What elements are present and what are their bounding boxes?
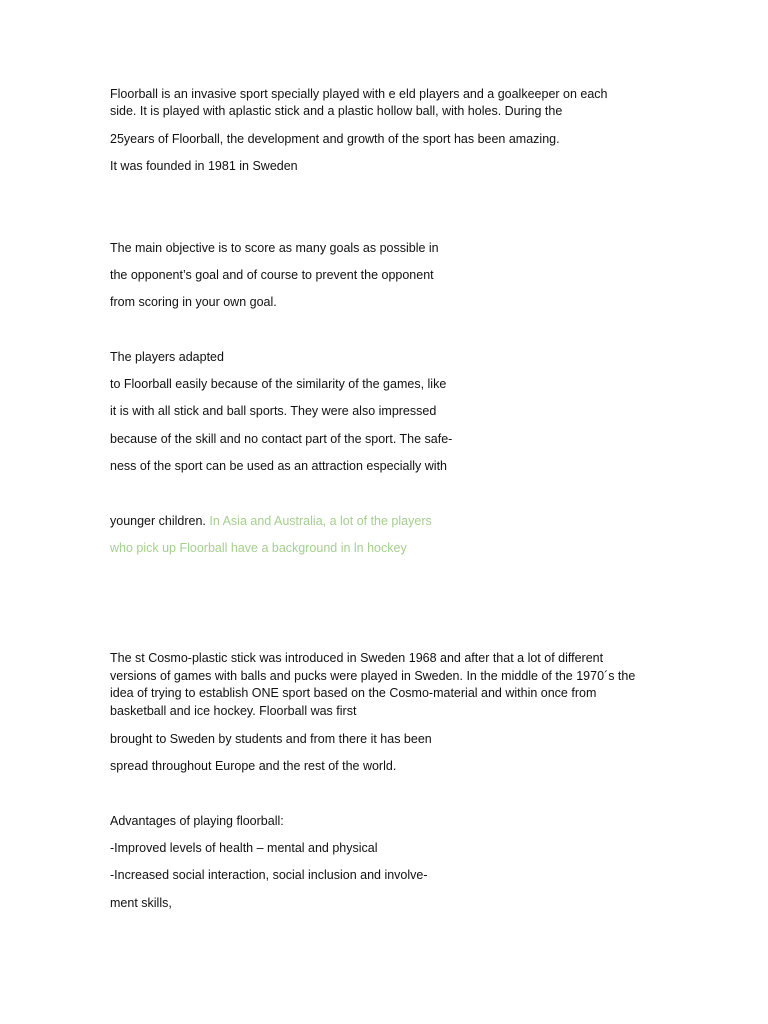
- paragraph-4-line-1: [110, 513, 670, 530]
- paragraph-2-line-3: from scoring in your own goal.: [110, 295, 277, 309]
- younger-children-text: younger children.: [110, 514, 210, 528]
- paragraph-3-line-4: because of the skill and no contact part of the sport. The safe-: [110, 432, 453, 446]
- advantages-heading: Advantages of playing floorball:: [110, 814, 284, 828]
- advantage-item-2-continued: ment skills,: [110, 896, 172, 910]
- paragraph-1-line-1: Floorball is an invasive sport specially played with e eld players and a goalkeeper on each: [110, 87, 608, 101]
- paragraph-5-line-2: versions of games with balls and pucks were played in Sweden. In the middle of the 1970´s the: [110, 669, 636, 683]
- advantage-item-2: -Increased social interaction, social inclusion and involve-: [110, 868, 428, 882]
- paragraph-1-line-4: It was founded in 1981 in Sweden: [110, 159, 298, 173]
- paragraph-3-line-3: it is with all stick and ball sports. They were also impressed: [110, 404, 437, 418]
- paragraph-5-line-5: brought to Sweden by students and from there it has been: [110, 732, 432, 746]
- paragraph-5-line-1: The st Cosmo-plastic stick was introduced in Sweden 1968 and after that a lot of different: [110, 651, 604, 665]
- advantage-item-1: -Improved levels of health – mental and physical: [110, 841, 378, 855]
- paragraph-5-line-3: idea of trying to establish ONE sport based on the Cosmo-material and within once from: [110, 686, 597, 700]
- green-highlight-text-1: In Asia and Australia, a lot of the players: [209, 514, 432, 528]
- paragraph-5-line-6: spread throughout Europe and the rest of the world.: [110, 759, 397, 773]
- paragraph-3-line-1: The players adapted: [110, 350, 224, 364]
- paragraph-5-line-4: basketball and ice hockey. Floorball was first: [110, 704, 357, 718]
- paragraph-1-line-2: side. It is played with aplastic stick and a plastic hollow ball, with holes. During the: [110, 104, 563, 118]
- paragraph-3-line-2: to Floorball easily because of the similarity of the games, like: [110, 377, 447, 391]
- paragraph-1-line-3: 25years of Floorball, the development and growth of the sport has been amazing.: [110, 132, 560, 146]
- paragraph-2-line-1: The main objective is to score as many goals as possible in: [110, 241, 439, 255]
- paragraph-3-line-5: ness of the sport can be used as an attraction especially with: [110, 459, 447, 473]
- paragraph-2-line-2: the opponent’s goal and of course to prevent the opponent: [110, 268, 434, 282]
- green-highlight-text-2: who pick up Floorball have a background in ln hockey: [110, 541, 407, 555]
